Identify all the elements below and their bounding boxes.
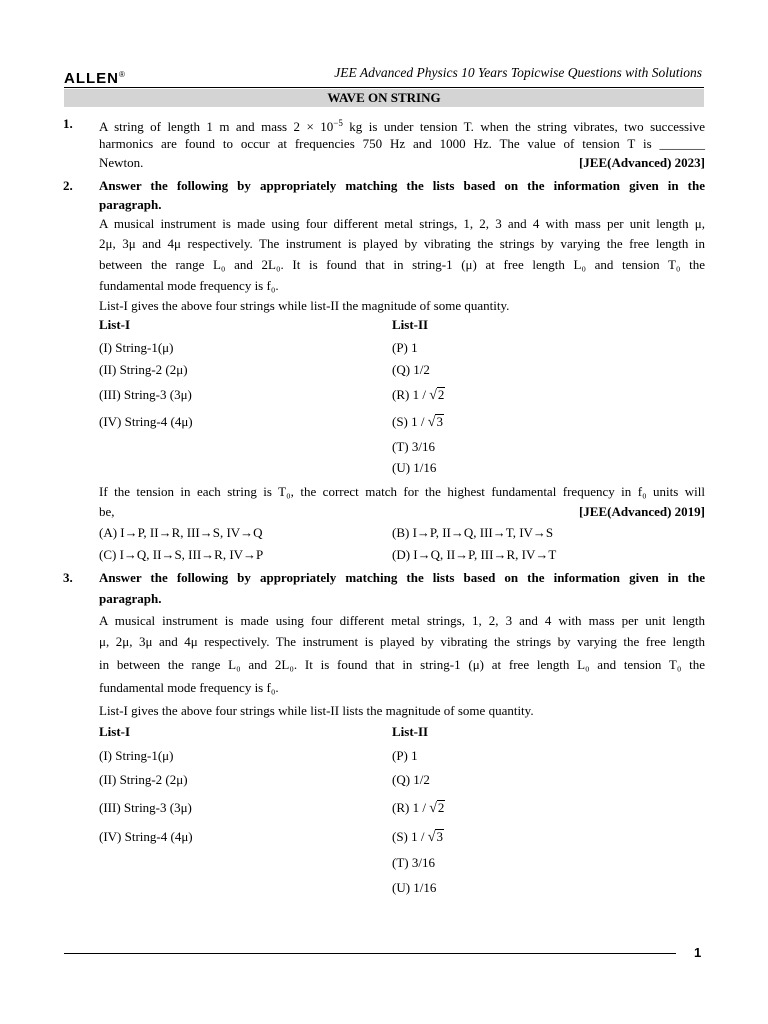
q1-text-line3: Newton. (99, 155, 144, 170)
q3-para-line3: in between the range L₀ and 2L₀. It is found that in string-1 (μ) at free length L₀ and tension T₀ the (99, 657, 705, 672)
q2-source: [JEE(Advanced) 2019] (578, 504, 705, 519)
sqrt-radicand: 2 (437, 800, 445, 815)
q3-list2-header: List-II (392, 724, 429, 739)
q2-heading-line2: paragraph. (99, 197, 162, 212)
q2-list2-item: (T) 3/16 (392, 439, 435, 454)
q3-list1-item: (III) String-3 (3μ) (99, 800, 192, 815)
q2-list2-item: (Q) 1/2 (392, 362, 430, 377)
q3-number: 3. (63, 570, 73, 585)
q3-list2-item: (Q) 1/2 (392, 772, 430, 787)
q2-number: 2. (63, 178, 73, 193)
page-number: 1 (694, 945, 702, 960)
footer-divider (64, 953, 676, 954)
q2-list2-item: (U) 1/16 (392, 460, 437, 475)
q2-list1-item: (I) String-1(μ) (99, 340, 174, 355)
q2-list2-header: List-II (392, 317, 429, 332)
q2-para-line3: between the range L₀ and 2L₀. It is found that in string-1 (μ) at free length L₀ and tension T₀ the (99, 257, 705, 272)
q3-list2-item: (S) 1 / √3 (392, 829, 443, 845)
q3-list1-item: (I) String-1(μ) (99, 748, 174, 763)
q3-list1-header: List-I (99, 724, 131, 739)
q3-list2-item: (T) 3/16 (392, 855, 435, 870)
q2-list1-header: List-I (99, 317, 131, 332)
q3-para-line4: fundamental mode frequency is f₀. (99, 680, 279, 695)
q3-para-line2: μ, 2μ, 3μ and 4μ respectively. The instrument is played by vibrating the strings by varying the free length (99, 634, 705, 649)
q3-list2-item: (P) 1 (392, 748, 418, 763)
q2-heading-line1: Answer the following by appropriately matching the lists based on the information given in the (99, 178, 705, 193)
q2-option-b: (B) I→P, II→Q, III→T, IV→S (392, 525, 554, 540)
q3-list2-item: (U) 1/16 (392, 880, 437, 895)
sqrt-radicand: 2 (437, 387, 445, 402)
q2-para-line5: List-I gives the above four strings while list-II the magnitude of some quantity. (99, 298, 510, 313)
sqrt-radicand: 3 (436, 414, 443, 429)
q2-option-d: (D) I→Q, II→P, III→R, IV→T (392, 547, 557, 562)
q2-list2-item: (R) 1 / √2 (392, 387, 445, 403)
q3-para-line1: A musical instrument is made using four different metal strings, 1, 2, 3 and 4 with mass per unit length (99, 613, 705, 628)
book-title: JEE Advanced Physics 10 Years Topicwise Questions with Solutions (334, 65, 702, 80)
q3-heading-line2: paragraph. (99, 591, 162, 606)
q3-list2-item: (R) 1 / √2 (392, 800, 445, 816)
section-title: WAVE ON STRING (64, 89, 704, 107)
q2-para-line2: 2μ, 3μ and 4μ respectively. The instrument is played by vibrating the strings by varying the free length in (99, 236, 705, 251)
q2-list2-item: (P) 1 (392, 340, 418, 355)
q3-list1-item: (IV) String-4 (4μ) (99, 829, 193, 844)
q1-text-line1: A string of length 1 m and mass $2 \times 10^{-5}$ kg is under tension T. when the string vibrates, two successive (99, 118, 705, 134)
allen-logo: ALLEN® (64, 70, 126, 87)
q2-list1-item: (IV) String-4 (4μ) (99, 414, 193, 429)
q1-source: [JEE(Advanced) 2023] (578, 155, 705, 170)
header-divider (64, 87, 704, 88)
sqrt-radicand: 3 (436, 829, 443, 844)
q2-question-line2: be, (99, 504, 115, 519)
q2-list1-item: (III) String-3 (3μ) (99, 387, 192, 402)
q2-list1-item: (II) String-2 (2μ) (99, 362, 188, 377)
q2-para-line4: fundamental mode frequency is f₀. (99, 278, 279, 293)
q3-list1-item: (II) String-2 (2μ) (99, 772, 188, 787)
q2-list2-item: (S) 1 / √3 (392, 414, 443, 430)
q1-text-line2: harmonics are found to occur at frequencies 750 Hz and 1000 Hz. The value of tension T is _______ (99, 136, 705, 151)
q1-number: 1. (63, 116, 73, 131)
q3-para-line5: List-I gives the above four strings while list-II lists the magnitude of some quantity. (99, 703, 534, 718)
q3-heading-line1: Answer the following by appropriately matching the lists based on the information given in the (99, 570, 705, 585)
q2-para-line1: A musical instrument is made using four different metal strings, 1, 2, 3 and 4 with mass per unit length μ, (99, 216, 705, 231)
q2-option-a: (A) I→P, II→R, III→S, IV→Q (99, 525, 263, 540)
q2-option-c: (C) I→Q, II→S, III→R, IV→P (99, 547, 264, 562)
q2-question-line1: If the tension in each string is T₀, the correct match for the highest fundamental frequency in f₀ units will (99, 484, 705, 499)
